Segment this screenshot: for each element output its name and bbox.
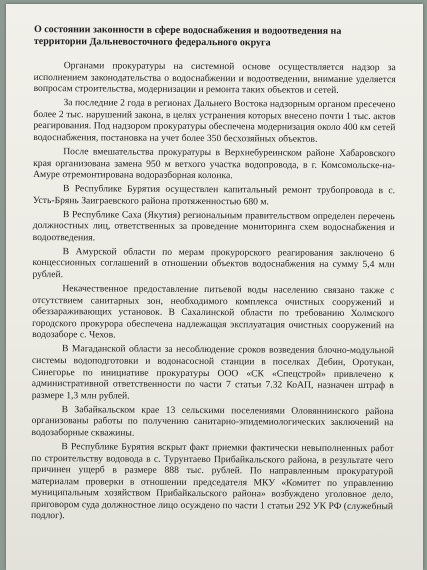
document-page: [6, 4, 423, 570]
paragraph-buryatia-criminal-case: В Республике Бурятия вскрыт факт приемки фактически невыполненных работ по строительству водовода в с. Турунтаево Прибайкальского района, в результате чего причинен ущерб в размере 888 тыс. рублей. По направленным прокуратурой материалам проверки в отношении председателя МКУ «Комитет по управлению муниципальным хозяйством Прибайкальского района» возбуждено уголовное дело, приговором суда должностное лицо осуждено по части 1 статьи 292 УК РФ (служебный подлог).: [30, 441, 394, 522]
document-body: [31, 24, 396, 527]
paragraph-zabaykalsky: В Забайкальском крае 13 сельскими поселениями Оловяннинского района организованы работы по получению санитарно-эпидемиологических заключений на водозаборные скважины.: [31, 403, 394, 439]
paragraph-violations-stats: За последние 2 года в регионах Дальнего Востока надзорным органом пресечено более 2 тыс. нарушений закона, в целях устранения которых внесено почти 1 тыс. актов реагирования. Под надзором прокуратуры обеспечена модернизация около 400 км сетей водоснабжения, постановка на учет более 350 бесхозяйных объектов.: [33, 97, 396, 145]
paragraph-amur: В Амурской области по мерам прокурорского реагирования заключено 6 концессионных соглашений в отношении объектов водоснабжения на сумму 5,4 млн рублей.: [32, 246, 395, 281]
paragraph-yakutia: В Республике Саха (Якутия) региональным правительством определен перечень должностных лиц, ответственных за проведение мониторинга схем водоснабжения и водоотведения.: [32, 208, 395, 244]
paragraph-khabarovsk: После вмешательства прокуратуры в Верхнебуреинском районе Хабаровского края организована замена 950 м ветхого участка водопровода, в г. Комсомольске-на-Амуре отремонтирована водоразборная колонка.: [33, 146, 396, 182]
paragraph-water-supervision: Органами прокуратуры на системной основе осуществляется надзор за исполнением законодательства о водоснабжении и водоотведении, внимание уделяется вопросам строительства, модернизации и ремонта таких объектов и сетей.: [33, 60, 396, 97]
paragraph-magadan: В Магаданской области за несоблюдение сроков возведения блочно-модульной системы водоподготовки и водонасосной станции в поселках Дебин, Оротукан, Синегорье по инициативе прокуратуры ООО «СК «Спецстрой» привлечено к административной ответственности по части 7 статьи 7.32 КоАП, назначен штраф в размере 1,3 млн рублей.: [31, 343, 395, 402]
document-title: О состоянии законности в сфере водоснабжения и водоотведения на территории Дальневосточного федерального округа: [33, 24, 342, 49]
paragraph-buryatia-pipeline: В Республике Бурятия осуществлен капитальный ремонт трубопровода в с. Усть-Брянь Заиграевского района протяженностью 680 м.: [32, 183, 396, 208]
paragraph-sakhalin: Некачественное предоставление питьевой воды населению связано также с отсутствием санитарных зон, необходимого комплекса очистных сооружений и обеззараживающих установок. В Сахалинской области по требованию Холмского городского прокурора обеспечена надлежащая эксплуатация очистных сооружений на водозаборе с. Чехов.: [32, 283, 395, 341]
